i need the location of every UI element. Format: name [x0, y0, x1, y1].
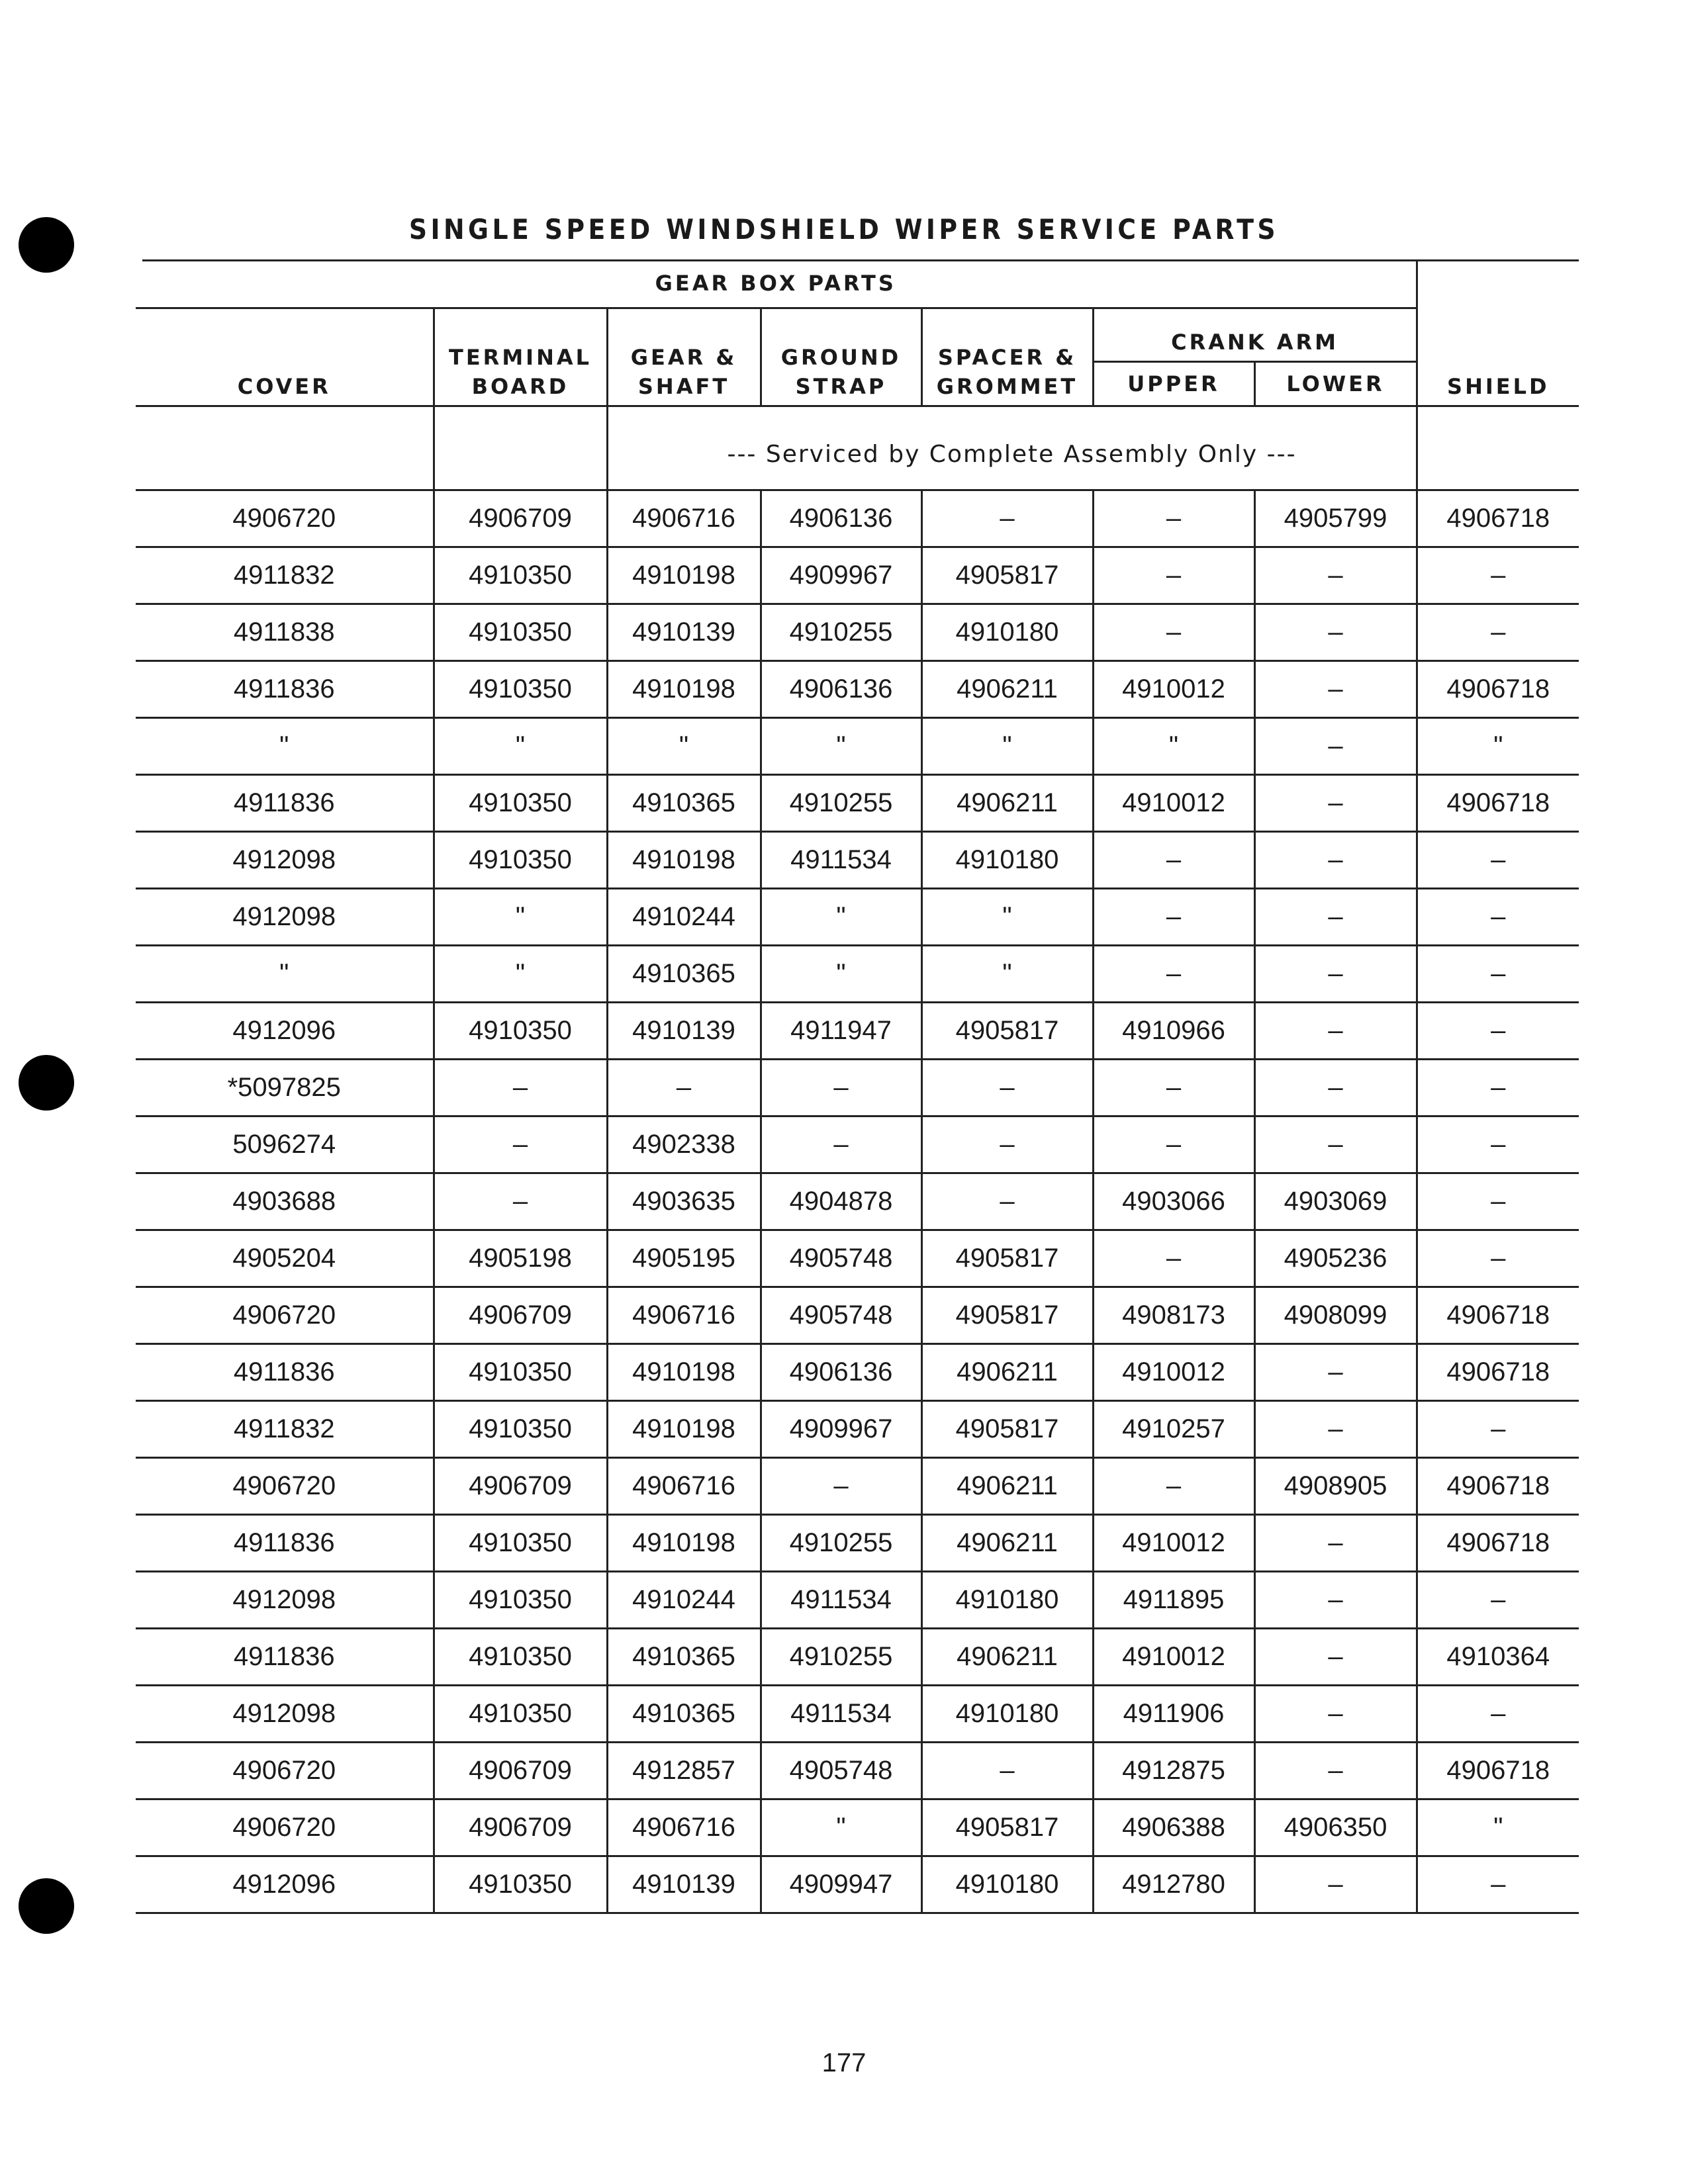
col-header-gear-shaft-1: GEAR & [630, 345, 737, 370]
cell-crank-arm-lower: – [1254, 718, 1417, 775]
cell-cover: 4912096 [136, 1003, 434, 1060]
cell-shield: – [1417, 1401, 1579, 1458]
cell-terminal-board: 4906709 [434, 1743, 607, 1799]
cell-crank-arm-upper: 4912875 [1093, 1743, 1254, 1799]
cell-gear-shaft: 4905195 [607, 1230, 761, 1287]
col-header-ground-strap-2: STRAP [795, 374, 887, 399]
cell-spacer-grommet: 4906211 [921, 1515, 1093, 1572]
col-header-shield: SHIELD [1447, 374, 1550, 399]
cell-cover: 5096274 [136, 1116, 434, 1173]
cell-terminal-board: 4910350 [434, 1344, 607, 1401]
cell-terminal-board: 4906709 [434, 1799, 607, 1856]
cell-gear-shaft: 4910365 [607, 1629, 761, 1686]
cell-cover: 4912096 [136, 1856, 434, 1913]
cell-spacer-grommet: 4910180 [921, 604, 1093, 661]
cell-cover: 4911836 [136, 1629, 434, 1686]
table-row [136, 547, 1579, 604]
cell-terminal-board: 4910350 [434, 1515, 607, 1572]
table-row [136, 718, 1579, 775]
cell-spacer-grommet: 4905817 [921, 1287, 1093, 1344]
cell-crank-arm-lower: – [1254, 547, 1417, 604]
cell-crank-arm-upper: 4908173 [1093, 1287, 1254, 1344]
cell-cover: 4911832 [136, 547, 434, 604]
cell-terminal-board: 4910350 [434, 547, 607, 604]
cell-shield: – [1417, 1856, 1579, 1913]
cell-ground-strap: 4905748 [761, 1287, 921, 1344]
cell-terminal-board: " [434, 718, 607, 775]
col-header-lower: LOWER [1254, 362, 1417, 406]
cell-shield: – [1417, 1060, 1579, 1116]
table-row [136, 1287, 1579, 1344]
cell-terminal-board: 4910350 [434, 1401, 607, 1458]
cell-shield: – [1417, 889, 1579, 946]
cell-gear-shaft: 4906716 [607, 1799, 761, 1856]
cell-gear-shaft: " [607, 718, 761, 775]
col-header-spacer-grommet-2: GROMMET [936, 374, 1078, 399]
cell-gear-shaft: 4910198 [607, 661, 761, 718]
cell-crank-arm-lower: – [1254, 1743, 1417, 1799]
col-header-crank-arm: CRANK ARM [1093, 308, 1417, 362]
cell-ground-strap: – [761, 1060, 921, 1116]
cell-ground-strap: 4906136 [761, 1344, 921, 1401]
cell-ground-strap: 4911534 [761, 1572, 921, 1629]
cell-shield: 4906718 [1417, 1515, 1579, 1572]
cell-cover: 4912098 [136, 1572, 434, 1629]
cell-crank-arm-upper: 4911906 [1093, 1686, 1254, 1743]
cell-crank-arm-upper: 4910966 [1093, 1003, 1254, 1060]
cell-spacer-grommet: – [921, 1743, 1093, 1799]
table-row [136, 604, 1579, 661]
cell-ground-strap: 4911534 [761, 832, 921, 889]
serviced-note: --- Serviced by Complete Assembly Only --- [607, 406, 1417, 490]
group-header-row [136, 259, 1579, 308]
cell-gear-shaft: 4910244 [607, 889, 761, 946]
cell-gear-shaft: 4910244 [607, 1572, 761, 1629]
cell-ground-strap: " [761, 1799, 921, 1856]
cell-shield: 4906718 [1417, 1344, 1579, 1401]
table-row [136, 1401, 1579, 1458]
page-number: 177 [821, 2048, 867, 2077]
cell-gear-shaft: 4910139 [607, 1856, 761, 1913]
cell-spacer-grommet: 4905817 [921, 547, 1093, 604]
cell-shield: 4906718 [1417, 1287, 1579, 1344]
cell-terminal-board: – [434, 1116, 607, 1173]
cell-spacer-grommet: 4906211 [921, 1458, 1093, 1515]
cell-ground-strap: 4906136 [761, 661, 921, 718]
cell-crank-arm-lower: – [1254, 1116, 1417, 1173]
cell-terminal-board: 4910350 [434, 775, 607, 832]
table-row [136, 1003, 1579, 1060]
col-header-cover: COVER [237, 374, 331, 399]
cell-terminal-board: 4910350 [434, 1003, 607, 1060]
cell-shield: – [1417, 1572, 1579, 1629]
cell-cover: 4911836 [136, 661, 434, 718]
cell-spacer-grommet: – [921, 1116, 1093, 1173]
cell-terminal-board: " [434, 946, 607, 1003]
cell-terminal-board: 4910350 [434, 1629, 607, 1686]
cell-cover: 4912098 [136, 832, 434, 889]
cell-cover: 4905204 [136, 1230, 434, 1287]
cell-crank-arm-lower: – [1254, 1686, 1417, 1743]
cell-gear-shaft: – [607, 1060, 761, 1116]
cell-spacer-grommet: " [921, 718, 1093, 775]
cell-cover: 4911836 [136, 775, 434, 832]
cell-shield: – [1417, 1686, 1579, 1743]
cell-crank-arm-lower: – [1254, 604, 1417, 661]
cell-ground-strap: – [761, 1458, 921, 1515]
cell-crank-arm-lower: 4905236 [1254, 1230, 1417, 1287]
table-row [136, 1060, 1579, 1116]
cell-crank-arm-upper: – [1093, 1458, 1254, 1515]
cell-spacer-grommet: – [921, 490, 1093, 547]
cell-terminal-board: 4910350 [434, 1856, 607, 1913]
cell-ground-strap: 4909967 [761, 1401, 921, 1458]
cell-terminal-board: 4910350 [434, 1686, 607, 1743]
cell-ground-strap: 4910255 [761, 1515, 921, 1572]
cell-ground-strap: " [761, 889, 921, 946]
table-row [136, 1458, 1579, 1515]
cell-terminal-board: 4905198 [434, 1230, 607, 1287]
cell-crank-arm-upper: 4910012 [1093, 775, 1254, 832]
cell-cover: 4912098 [136, 889, 434, 946]
cell-shield: – [1417, 946, 1579, 1003]
table-row [136, 775, 1579, 832]
cell-gear-shaft: 4910198 [607, 1515, 761, 1572]
cell-ground-strap: 4909967 [761, 547, 921, 604]
cell-crank-arm-upper: – [1093, 1060, 1254, 1116]
cell-shield: 4906718 [1417, 1458, 1579, 1515]
cell-shield: 4910364 [1417, 1629, 1579, 1686]
cell-shield: – [1417, 1003, 1579, 1060]
cell-gear-shaft: 4910365 [607, 1686, 761, 1743]
cell-gear-shaft: 4906716 [607, 490, 761, 547]
cell-cover: 4903688 [136, 1173, 434, 1230]
cell-ground-strap: – [761, 1116, 921, 1173]
cell-crank-arm-upper: – [1093, 889, 1254, 946]
cell-crank-arm-upper: 4910012 [1093, 1344, 1254, 1401]
cell-terminal-board: 4906709 [434, 1287, 607, 1344]
cell-terminal-board: " [434, 889, 607, 946]
cell-crank-arm-lower: – [1254, 832, 1417, 889]
punch-hole-middle [19, 1055, 74, 1111]
cell-ground-strap: 4910255 [761, 775, 921, 832]
cell-crank-arm-upper: – [1093, 547, 1254, 604]
cell-gear-shaft: 4910198 [607, 1344, 761, 1401]
cell-spacer-grommet: " [921, 946, 1093, 1003]
cell-shield: 4906718 [1417, 1743, 1579, 1799]
table-row [136, 661, 1579, 718]
cell-shield: " [1417, 718, 1579, 775]
cell-spacer-grommet: 4905817 [921, 1401, 1093, 1458]
cell-crank-arm-upper: 4910012 [1093, 1629, 1254, 1686]
cell-crank-arm-upper: " [1093, 718, 1254, 775]
service-parts-table [136, 259, 1579, 1914]
cell-terminal-board: 4910350 [434, 1572, 607, 1629]
cell-crank-arm-lower: – [1254, 1572, 1417, 1629]
cell-crank-arm-upper: – [1093, 946, 1254, 1003]
cell-terminal-board: 4906709 [434, 490, 607, 547]
table-row [136, 490, 1579, 547]
gear-box-parts-header: GEAR BOX PARTS [136, 259, 1417, 308]
punch-hole-top [19, 217, 74, 273]
cell-crank-arm-lower: – [1254, 1003, 1417, 1060]
table-row [136, 1344, 1579, 1401]
column-header-row [136, 308, 1579, 362]
page-title: SINGLE SPEED WINDSHIELD WIPER SERVICE PARTS [408, 213, 1280, 246]
cell-cover: 4911836 [136, 1344, 434, 1401]
cell-gear-shaft: 4910139 [607, 604, 761, 661]
serviced-note-row [136, 406, 1579, 490]
cell-shield: 4906718 [1417, 490, 1579, 547]
table-row [136, 1230, 1579, 1287]
punch-hole-bottom [19, 1878, 74, 1934]
cell-gear-shaft: 4910365 [607, 946, 761, 1003]
cell-cover: 4911838 [136, 604, 434, 661]
cell-crank-arm-lower: – [1254, 661, 1417, 718]
cell-shield: – [1417, 547, 1579, 604]
cell-crank-arm-lower: – [1254, 889, 1417, 946]
cell-cover: 4906720 [136, 1799, 434, 1856]
cell-ground-strap: " [761, 946, 921, 1003]
cell-shield: – [1417, 1230, 1579, 1287]
col-header-gear-shaft-2: SHAFT [637, 374, 730, 399]
table-row [136, 1686, 1579, 1743]
table-row [136, 946, 1579, 1003]
table-row [136, 832, 1579, 889]
cell-spacer-grommet: – [921, 1060, 1093, 1116]
cell-cover: 4906720 [136, 490, 434, 547]
cell-spacer-grommet: 4906211 [921, 1344, 1093, 1401]
col-header-terminal-board-1: TERMINAL [448, 345, 592, 370]
cell-crank-arm-lower: 4903069 [1254, 1173, 1417, 1230]
table-row [136, 1515, 1579, 1572]
cell-cover: 4911836 [136, 1515, 434, 1572]
cell-spacer-grommet: 4905817 [921, 1230, 1093, 1287]
cell-ground-strap: 4911534 [761, 1686, 921, 1743]
table-row [136, 1856, 1579, 1913]
cell-terminal-board: – [434, 1060, 607, 1116]
cell-cover: " [136, 718, 434, 775]
cell-gear-shaft: 4903635 [607, 1173, 761, 1230]
cell-crank-arm-lower: – [1254, 1401, 1417, 1458]
cell-gear-shaft: 4910198 [607, 832, 761, 889]
cell-crank-arm-lower: – [1254, 1515, 1417, 1572]
table-row [136, 1173, 1579, 1230]
cell-shield: " [1417, 1799, 1579, 1856]
cell-crank-arm-lower: 4908905 [1254, 1458, 1417, 1515]
cell-cover: 4906720 [136, 1743, 434, 1799]
cell-cover: " [136, 946, 434, 1003]
cell-gear-shaft: 4906716 [607, 1287, 761, 1344]
cell-crank-arm-upper: – [1093, 604, 1254, 661]
table-row [136, 1572, 1579, 1629]
cell-crank-arm-upper: 4910012 [1093, 1515, 1254, 1572]
cell-ground-strap: 4910255 [761, 604, 921, 661]
table-row [136, 1116, 1579, 1173]
cell-crank-arm-upper: 4903066 [1093, 1173, 1254, 1230]
cell-terminal-board: 4906709 [434, 1458, 607, 1515]
cell-ground-strap: " [761, 718, 921, 775]
cell-crank-arm-upper: – [1093, 832, 1254, 889]
cell-spacer-grommet: " [921, 889, 1093, 946]
cell-ground-strap: 4909947 [761, 1856, 921, 1913]
cell-crank-arm-lower: – [1254, 1344, 1417, 1401]
cell-shield: 4906718 [1417, 775, 1579, 832]
cell-shield: 4906718 [1417, 661, 1579, 718]
cell-crank-arm-upper: – [1093, 1116, 1254, 1173]
cell-gear-shaft: 4906716 [607, 1458, 761, 1515]
table-row [136, 889, 1579, 946]
cell-ground-strap: 4911947 [761, 1003, 921, 1060]
cell-spacer-grommet: – [921, 1173, 1093, 1230]
cell-crank-arm-lower: – [1254, 1060, 1417, 1116]
cell-crank-arm-lower: 4905799 [1254, 490, 1417, 547]
cell-terminal-board: 4910350 [434, 832, 607, 889]
cell-spacer-grommet: 4910180 [921, 1686, 1093, 1743]
cell-spacer-grommet: 4905817 [921, 1799, 1093, 1856]
cell-cover: 4912098 [136, 1686, 434, 1743]
cell-crank-arm-upper: 4910257 [1093, 1401, 1254, 1458]
cell-gear-shaft: 4910198 [607, 547, 761, 604]
cell-crank-arm-lower: – [1254, 1629, 1417, 1686]
cell-crank-arm-upper: – [1093, 1230, 1254, 1287]
cell-crank-arm-upper: 4910012 [1093, 661, 1254, 718]
cell-shield: – [1417, 1173, 1579, 1230]
cell-spacer-grommet: 4905817 [921, 1003, 1093, 1060]
cell-crank-arm-lower: – [1254, 775, 1417, 832]
table-row [136, 1799, 1579, 1856]
cell-gear-shaft: 4902338 [607, 1116, 761, 1173]
cell-shield: – [1417, 604, 1579, 661]
cell-gear-shaft: 4910198 [607, 1401, 761, 1458]
cell-ground-strap: 4910255 [761, 1629, 921, 1686]
col-header-spacer-grommet-1: SPACER & [937, 345, 1077, 370]
table-row [136, 1629, 1579, 1686]
cell-spacer-grommet: 4910180 [921, 832, 1093, 889]
cell-spacer-grommet: 4910180 [921, 1856, 1093, 1913]
cell-cover: 4906720 [136, 1287, 434, 1344]
cell-crank-arm-upper: 4911895 [1093, 1572, 1254, 1629]
cell-crank-arm-upper: – [1093, 490, 1254, 547]
col-header-upper: UPPER [1093, 362, 1254, 406]
cell-terminal-board: 4910350 [434, 604, 607, 661]
col-header-terminal-board-2: BOARD [471, 374, 569, 399]
cell-spacer-grommet: 4906211 [921, 1629, 1093, 1686]
cell-ground-strap: 4905748 [761, 1230, 921, 1287]
cell-crank-arm-lower: – [1254, 1856, 1417, 1913]
cell-spacer-grommet: 4906211 [921, 775, 1093, 832]
cell-cover: 4911832 [136, 1401, 434, 1458]
cell-cover: 4906720 [136, 1458, 434, 1515]
cell-crank-arm-lower: 4908099 [1254, 1287, 1417, 1344]
cell-gear-shaft: 4910365 [607, 775, 761, 832]
cell-crank-arm-upper: 4906388 [1093, 1799, 1254, 1856]
col-header-ground-strap-1: GROUND [780, 345, 902, 370]
cell-ground-strap: 4905748 [761, 1743, 921, 1799]
cell-ground-strap: 4906136 [761, 490, 921, 547]
cell-gear-shaft: 4910139 [607, 1003, 761, 1060]
cell-crank-arm-lower: 4906350 [1254, 1799, 1417, 1856]
table-row [136, 1743, 1579, 1799]
cell-gear-shaft: 4912857 [607, 1743, 761, 1799]
cell-terminal-board: – [434, 1173, 607, 1230]
cell-shield: – [1417, 1116, 1579, 1173]
cell-spacer-grommet: 4906211 [921, 661, 1093, 718]
cell-ground-strap: 4904878 [761, 1173, 921, 1230]
cell-shield: – [1417, 832, 1579, 889]
cell-cover: *5097825 [136, 1060, 434, 1116]
cell-crank-arm-upper: 4912780 [1093, 1856, 1254, 1913]
cell-terminal-board: 4910350 [434, 661, 607, 718]
cell-crank-arm-lower: – [1254, 946, 1417, 1003]
cell-spacer-grommet: 4910180 [921, 1572, 1093, 1629]
